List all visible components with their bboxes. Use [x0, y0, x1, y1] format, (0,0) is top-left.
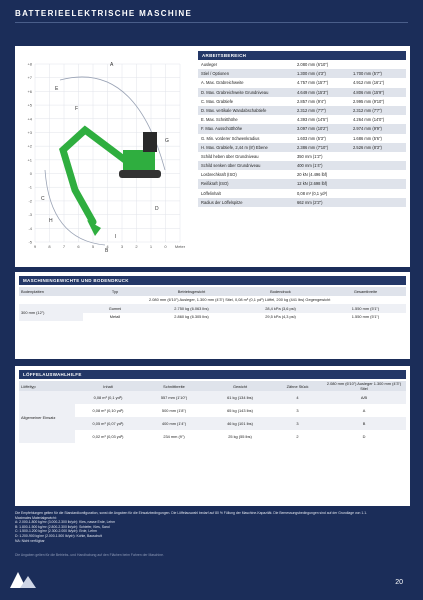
page-footnote: Die Angaben gelten für die Betriebs- und Handhabung auf den Flächen beim Fahren der Maschine.	[15, 553, 164, 557]
col-gesamtbreite: Gesamtbreite	[325, 287, 406, 296]
table-row: 0,05 m³ (0,07 yd³)	[92, 421, 124, 426]
y-tick-label: 0	[29, 171, 32, 177]
gewichte-table: Bodenplatten Typ Betriebsgewicht Bodendruck Gesamtbreite 2.080 mm (6'10") Ausleger, 1.300 mm (4'3") Stiel, 0,08 m³ (0,1 yd³) Löffel, 200 kg (441 lbs) Gegengewicht 300 mm (12") Gummi 2.750 kg (6.063 lbs) 28,4 kPa (3,6 psi) 1.550 mm (5'1") Metall 2.860 kg (6.305 lbs) 29,5 kPa (4,3 psi) 1.550 mm (5'1")	[19, 287, 406, 321]
page-title: BATTERIEELEKTRISCHE MASCHINE	[15, 9, 193, 18]
col-bodenplatten: Bodenplatten	[19, 287, 83, 296]
y-tick-label: -3	[28, 212, 32, 218]
x-tick-label: 0	[164, 244, 167, 249]
x-tick-label: 7	[62, 244, 66, 249]
excavator-body	[123, 150, 155, 170]
x-tick-label: 2	[135, 244, 138, 249]
brand-logo-icon	[8, 568, 38, 592]
y-tick-label: +3	[27, 129, 32, 135]
excavator-arm-path	[63, 130, 125, 222]
loeffel-header: LÖFFELAUSWAHLHILFE	[19, 370, 406, 379]
spec-row: D. Max. Grabreichweite Grundniveau 4.649 mm (15'3") 4.806 mm (15'9")	[198, 88, 406, 97]
y-tick-label: -5	[28, 239, 32, 245]
excavator-illustration	[45, 77, 165, 245]
col-bodendruck: Bodendruck	[236, 287, 325, 296]
loeffel-panel	[15, 366, 410, 506]
y-tick-label: +1	[27, 157, 32, 163]
y-tick-label: +7	[27, 75, 32, 81]
spec-row: Stiel / Optionen 1.300 mm (4'3") 1.700 mm (5'7")	[198, 69, 406, 78]
diagram-letter: I	[115, 234, 117, 240]
x-tick-label: 5	[91, 244, 95, 249]
col-betriebsgewicht: Betriebsgewicht	[147, 287, 236, 296]
x-tick-label: 6	[77, 244, 80, 249]
x-tick-label: 3	[120, 244, 124, 249]
spec-row: D. Max. vertikale Wandabschabtiefe 2.312 mm (7'7") 2.312 mm (7'7")	[198, 106, 406, 115]
spec-row: F. Max. Ausschütthöhe 3.097 mm (10'2") 2.974 mm (9'9")	[198, 124, 406, 133]
y-tick-label: +4	[27, 116, 32, 122]
col-typ: Typ	[83, 287, 147, 296]
working-range-diagram	[15, 50, 195, 262]
spec-row: Reißkraft (ISO) 12 kN (2.698 lbf)	[198, 179, 406, 188]
excavator-cab	[143, 132, 157, 152]
loeffel-table: Löffeltyp Inhalt Schnittbreite Gewicht Zähne Stück 2.080 mm (6'10") Ausleger 1.300 mm (4'3") Stiel Allgemeiner Einsatz 0,08 m³ (0,1 yd³) 557 mm (1'10") 61 kg (134 lbs) 4 A/B 0,08 m³ (0,10 yd³) 500 mm (1'8") 65 kg (143 lbs) 3 A 0,05 m³ (0,07 yd³) 400 mm (1'4") 46 kg (101 lbs) 3 B 0,02 m³ (0,03 yd³) 234 mm (9") 25 kg (55 lbs) 2 D	[19, 381, 406, 443]
spec-row: Schild senken über Grundniveau 400 mm (1'4")	[198, 161, 406, 170]
table-row: Metall	[109, 314, 121, 320]
table-row: 0,02 m³ (0,03 yd³)	[92, 434, 124, 439]
diagram-letter: E	[55, 86, 59, 92]
y-tick-label: +5	[27, 102, 32, 108]
spec-row: A. Max. Grabreichweite 4.757 mm (15'7") 4.912 mm (16'1")	[201, 80, 385, 86]
x-tick-label: Meter	[174, 244, 186, 249]
spec-row: G. Min. vorderer Schwenkradius 1.603 mm (5'3") 1.686 mm (5'6")	[201, 135, 382, 141]
spec-row: Losbrechkraft (ISO) 20 kN (4.496 lbf)	[201, 172, 328, 178]
table-row: 0,08 m³ (0,1 yd³)	[93, 395, 123, 400]
diagram-letter: D	[155, 206, 159, 212]
spec-row: Ausleger 2.080 mm (6'10")	[201, 62, 329, 67]
y-tick-label: +6	[27, 88, 32, 94]
excavator-tracks	[119, 170, 161, 178]
table-row: Gummi	[108, 305, 122, 311]
gewichte-subrow: 2.080 mm (6'10") Ausleger, 1.300 mm (4'3") Stiel, 0,08 m³ (0,1 yd³) Löffel, 200 kg (441 lbs) Gegengewicht	[149, 297, 331, 303]
y-tick-label: -4	[28, 225, 32, 231]
spec-row: Löffelinhalt 0,08 m³ (0,1 yd³)	[201, 190, 328, 196]
diagram-letter: F	[75, 106, 79, 112]
y-tick-label: +8	[27, 61, 32, 67]
spec-row: Radius der Löffelspitze 662 mm (2'2")	[198, 198, 406, 207]
arbeitsbereich-header: ARBEITSBEREICH	[198, 51, 406, 60]
top-panel	[15, 46, 410, 267]
gewichte-header: MASCHINENGEWICHTE UND BODENDRUCK	[19, 276, 406, 285]
spec-row: Schild heben über Grundniveau 350 mm (1'2")	[201, 153, 323, 159]
diagram-letter: A	[110, 62, 114, 68]
arbeitsbereich-table	[198, 51, 406, 207]
diagram-letter: H	[49, 218, 53, 224]
y-tick-label: -1	[28, 184, 32, 190]
spec-row: H. Max. Grabtiefe, 2,44 m (8') Ebene 2.386 mm (7'10") 2.526 mm (8'3")	[198, 143, 406, 152]
spec-row: C. Max. Grabtiefe 2.857 mm (9'4") 2.995 mm (9'10")	[201, 98, 385, 104]
table-row: 0,08 m³ (0,10 yd³)	[92, 408, 124, 413]
diagram-letter: C	[41, 196, 45, 202]
arbeitsbereich-rows	[198, 60, 406, 207]
y-tick-label: -2	[28, 198, 32, 204]
diagram-letter: G	[165, 138, 169, 144]
gewichte-panel	[15, 272, 410, 359]
x-tick-label: 1	[149, 244, 153, 249]
x-tick-label: 8	[48, 244, 51, 249]
title-rule	[15, 22, 408, 23]
diagram-letter: B	[105, 248, 109, 254]
x-tick-label: 4	[106, 244, 109, 249]
page-number: 20	[395, 579, 403, 586]
x-tick-label: 9	[33, 244, 37, 249]
bodenplatten-value: 300 mm (12")	[21, 310, 45, 315]
y-tick-label: +2	[27, 143, 32, 149]
notes: Die Empfehlungen gelten für die Standardkonfiguration, sonst die Angaben für die Einsatzbedingungen. Die Löffelauswahl bedarf auf 80 % Füllung der Maschine-Kapazität. Die Bemessungsbedingungen sind auf der Grundlage von 1.1. Maximales Materialgewicht: A: 2.000-1.800 kg/m³ (3.000-2.300 lb/yd³): Kies, nasse Erde, Lehm B: 1.800-1.500 kg/m³ (2.800-2.300 lb/yd³): Schiefer, Kies, Sand C: 1.500-1.200 kg/m³ (2.300-2.000 lb/yd³): Erde, Lehm D: 1.200-900 kg/m³ (2.000-1.500 lb/yd³): Kohle, Bauschutt NA: Nicht verfügbar	[15, 511, 368, 543]
spec-row: E. Max. Schnitthöhe 4.393 mm (14'5") 4.264 mm (14'0")	[201, 117, 385, 123]
loeffel-type-label: Allgemeiner Einsatz	[21, 414, 56, 420]
